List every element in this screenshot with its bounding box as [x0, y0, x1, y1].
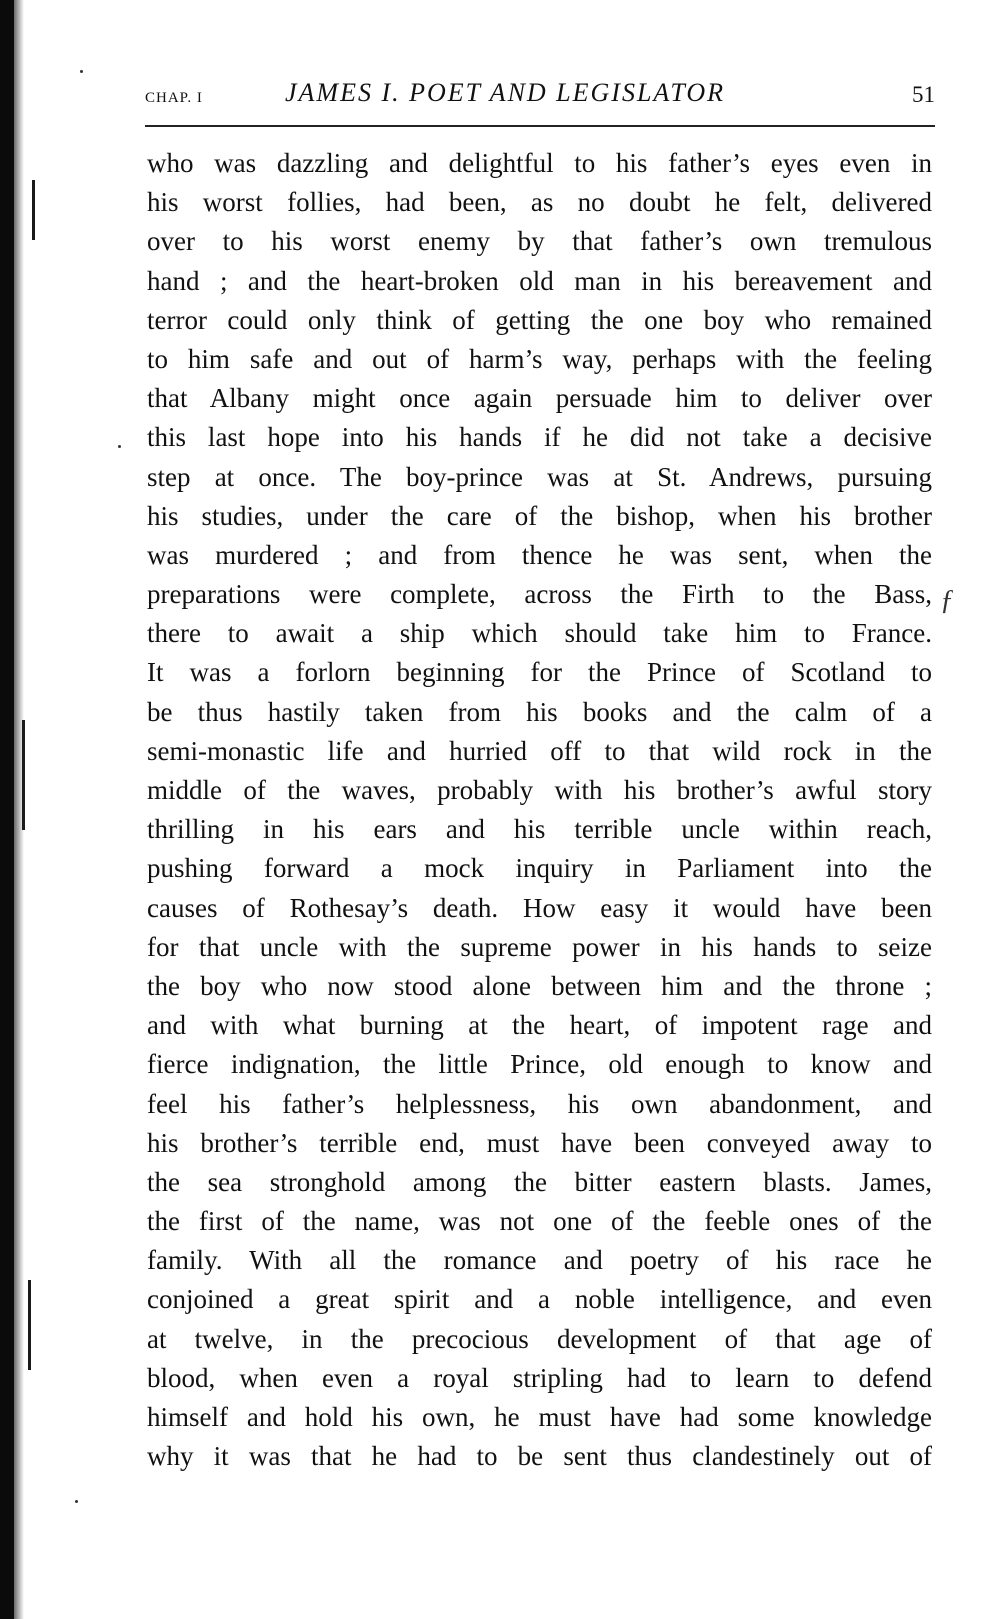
- text-line: pushing forward a mock inquiry in Parliament into the: [147, 853, 932, 884]
- edge-mark: [28, 1280, 31, 1370]
- text-line: at twelve, in the precocious development of that age of: [147, 1323, 932, 1354]
- text-line: fierce indignation, the little Prince, old enough to know and: [147, 1049, 932, 1080]
- text-line: the first of the name, was not one of the feeble ones of the: [147, 1206, 932, 1237]
- text-line: was murdered ; and from thence he was sent, when the: [147, 539, 932, 570]
- text-line: hand ; and the heart-broken old man in his bereavement and: [147, 265, 932, 296]
- text-line: himself and hold his own, he must have had some knowledge: [147, 1402, 932, 1432]
- page-header: [145, 78, 935, 120]
- text-line: the sea stronghold among the bitter eastern blasts. James,: [147, 1166, 932, 1197]
- text-line: blood, when even a royal stripling had to learn to defend: [147, 1362, 932, 1393]
- text-line: terror could only think of getting the one boy who remained: [147, 304, 932, 335]
- text-line: thrilling in his ears and his terrible uncle within reach,: [147, 814, 932, 845]
- scan-speck: [75, 1500, 78, 1503]
- text-line: causes of Rothesay’s death. How easy it would have been: [147, 892, 932, 923]
- text-line: over to his worst enemy by that father’s own tremulous: [147, 226, 932, 257]
- text-line: feel his father’s helplessness, his own abandonment, and: [147, 1088, 932, 1119]
- text-line: conjoined a great spirit and a noble intelligence, and even: [147, 1284, 932, 1315]
- text-line: his worst follies, had been, as no doubt he felt, delivered: [147, 187, 932, 218]
- text-line: middle of the waves, probably with his brother’s awful story: [147, 775, 932, 805]
- running-title: JAMES I. POET AND LEGISLATOR: [285, 78, 725, 107]
- chapter-label: CHAP. I: [145, 90, 203, 106]
- text-line: the boy who now stood alone between him and the throne ;: [147, 970, 932, 1001]
- text-line: his brother’s terrible end, must have been conveyed away to: [147, 1127, 932, 1158]
- text-line: his studies, under the care of the bishop, when his brother: [147, 500, 932, 531]
- page-number: 51: [912, 82, 935, 107]
- text-line: who was dazzling and delightful to his father’s eyes even in: [147, 148, 932, 178]
- header-rule: [145, 125, 935, 127]
- text-line: preparations were complete, across the Firth to the Bass,: [147, 579, 932, 610]
- edge-mark: [22, 720, 25, 830]
- text-line: why it was that he had to be sent thus clandestinely out of: [147, 1441, 932, 1472]
- edge-mark: [32, 180, 35, 240]
- text-line: step at once. The boy-prince was at St. Andrews, pursuing: [147, 461, 932, 492]
- text-line: for that uncle with the supreme power in his hands to seize: [147, 931, 932, 962]
- binding-edge: [0, 0, 14, 1619]
- text-line: be thus hastily taken from his books and the calm of a: [147, 696, 932, 727]
- text-line: this last hope into his hands if he did not take a decisive: [147, 422, 932, 453]
- text-line: It was a forlorn beginning for the Prince of Scotland to: [147, 657, 932, 688]
- text-line: there to await a ship which should take him to France.: [147, 618, 932, 649]
- body-text: [147, 144, 932, 1476]
- margin-note: ƒ: [940, 585, 954, 616]
- text-line: and with what burning at the heart, of impotent rage and: [147, 1010, 932, 1041]
- text-line: family. With all the romance and poetry of his race he: [147, 1245, 932, 1276]
- text-line: semi-monastic life and hurried off to that wild rock in the: [147, 735, 932, 766]
- scan-speck: [118, 445, 121, 448]
- scan-speck: [80, 70, 83, 73]
- text-line: to him safe and out of harm’s way, perhaps with the feeling: [147, 343, 932, 374]
- text-line: that Albany might once again persuade him to deliver over: [147, 383, 932, 414]
